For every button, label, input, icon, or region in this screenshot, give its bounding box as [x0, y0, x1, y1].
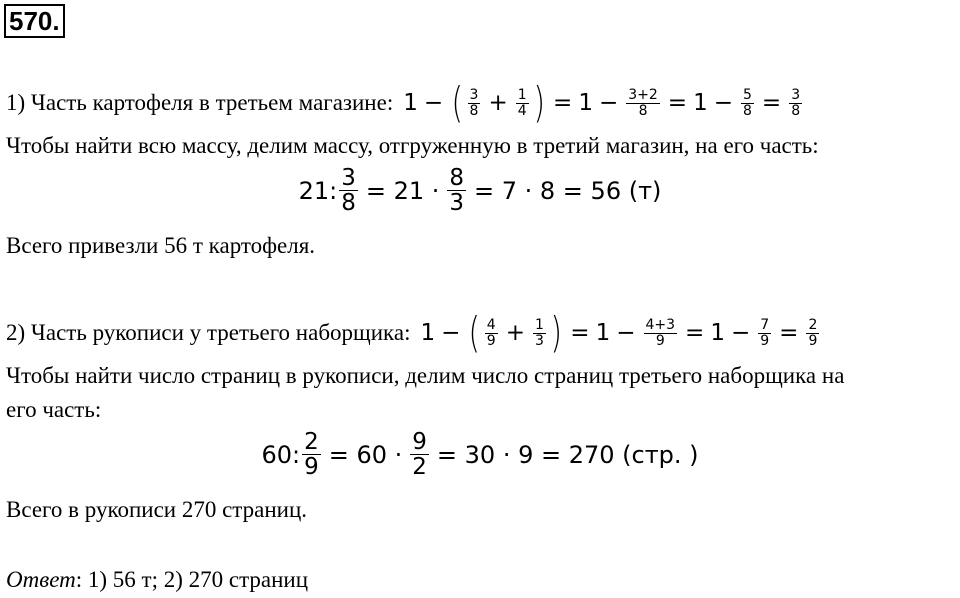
fraction: $\frac{3}{8}$: [469, 86, 479, 119]
answer-label: Ответ: [6, 567, 76, 592]
calc-dividend: 21:: [298, 176, 338, 205]
math-minus: −: [598, 90, 619, 116]
math-equals: =: [779, 320, 799, 346]
fraction: $\frac{4+3}{9}$: [645, 316, 676, 349]
paren-right: ): [533, 78, 545, 127]
calc-result: = 7 · 8 = 56 (т): [474, 176, 662, 205]
part1-result: Всего привезли 56 т картофеля.: [6, 233, 316, 258]
part1-explanation: Чтобы найти всю массу, делим массу, отгруженную в третий магазин, на его часть:: [6, 133, 819, 158]
paren-right: ): [550, 308, 562, 357]
math-one: 1: [595, 320, 611, 346]
calc-expression: [299, 166, 662, 215]
math-minus: −: [730, 320, 751, 346]
math-one: 1: [420, 320, 436, 346]
math-one: 1: [403, 90, 418, 116]
part2-intro: 2) Часть рукописи у третьего наборщика:: [6, 320, 411, 345]
calc-step: = 60 ·: [328, 440, 403, 469]
part2-expression: [420, 308, 821, 357]
fraction: $\frac{3+2}{8}$: [628, 86, 658, 119]
math-one: 1: [693, 90, 708, 116]
paren-left: (: [468, 308, 481, 357]
fraction: $\frac{8}{3}$: [449, 165, 465, 217]
calc-step: = 21 ·: [365, 176, 440, 205]
part2-explanation-line1: Чтобы найти число страниц в рукописи, делим число страниц третьего наборщика на: [6, 363, 845, 388]
math-equals: =: [570, 320, 590, 346]
math-plus: +: [505, 320, 525, 346]
answer-line: [6, 567, 308, 593]
math-one: 1: [710, 320, 725, 346]
part2-explanation-line2: его часть:: [6, 397, 102, 422]
math-equals: =: [761, 90, 782, 116]
math-equals: =: [553, 90, 573, 116]
problem-number: 570.: [4, 4, 65, 38]
math-one: 1: [578, 90, 593, 116]
math-minus: −: [441, 320, 461, 346]
answer-text: : 1) 56 т; 2) 270 страниц: [75, 567, 309, 592]
fraction: $\frac{3}{8}$: [791, 86, 801, 119]
part2-statement: [6, 308, 821, 357]
part1-statement: [6, 78, 804, 127]
fraction: $\frac{1}{3}$: [534, 316, 544, 349]
fraction: $\frac{1}{4}$: [517, 86, 527, 119]
fraction: $\frac{2}{9}$: [304, 429, 319, 481]
fraction: $\frac{4}{9}$: [486, 316, 496, 349]
fraction: $\frac{2}{9}$: [808, 316, 818, 349]
part1-expression: [403, 78, 804, 127]
part1-intro: 1) Часть картофеля в третьем магазине:: [6, 90, 394, 115]
calc-dividend: 60:: [261, 440, 301, 469]
math-minus: −: [423, 90, 444, 116]
math-minus: −: [616, 320, 636, 346]
math-equals: =: [667, 90, 688, 116]
part2-calculation: [0, 430, 960, 479]
fraction: $\frac{7}{9}$: [760, 316, 770, 349]
calc-expression: [261, 430, 698, 479]
part1-calculation: [0, 166, 960, 215]
math-minus: −: [713, 90, 733, 116]
paren-left: (: [451, 78, 464, 127]
math-equals: =: [685, 320, 705, 346]
fraction: $\frac{9}{2}$: [412, 429, 427, 481]
fraction: $\frac{5}{8}$: [743, 86, 752, 119]
math-plus: +: [488, 90, 508, 116]
part2-result: Всего в рукописи 270 страниц.: [6, 497, 308, 522]
calc-result: = 30 · 9 = 270 (стр. ): [436, 440, 699, 469]
fraction: $\frac{3}{8}$: [341, 165, 356, 217]
